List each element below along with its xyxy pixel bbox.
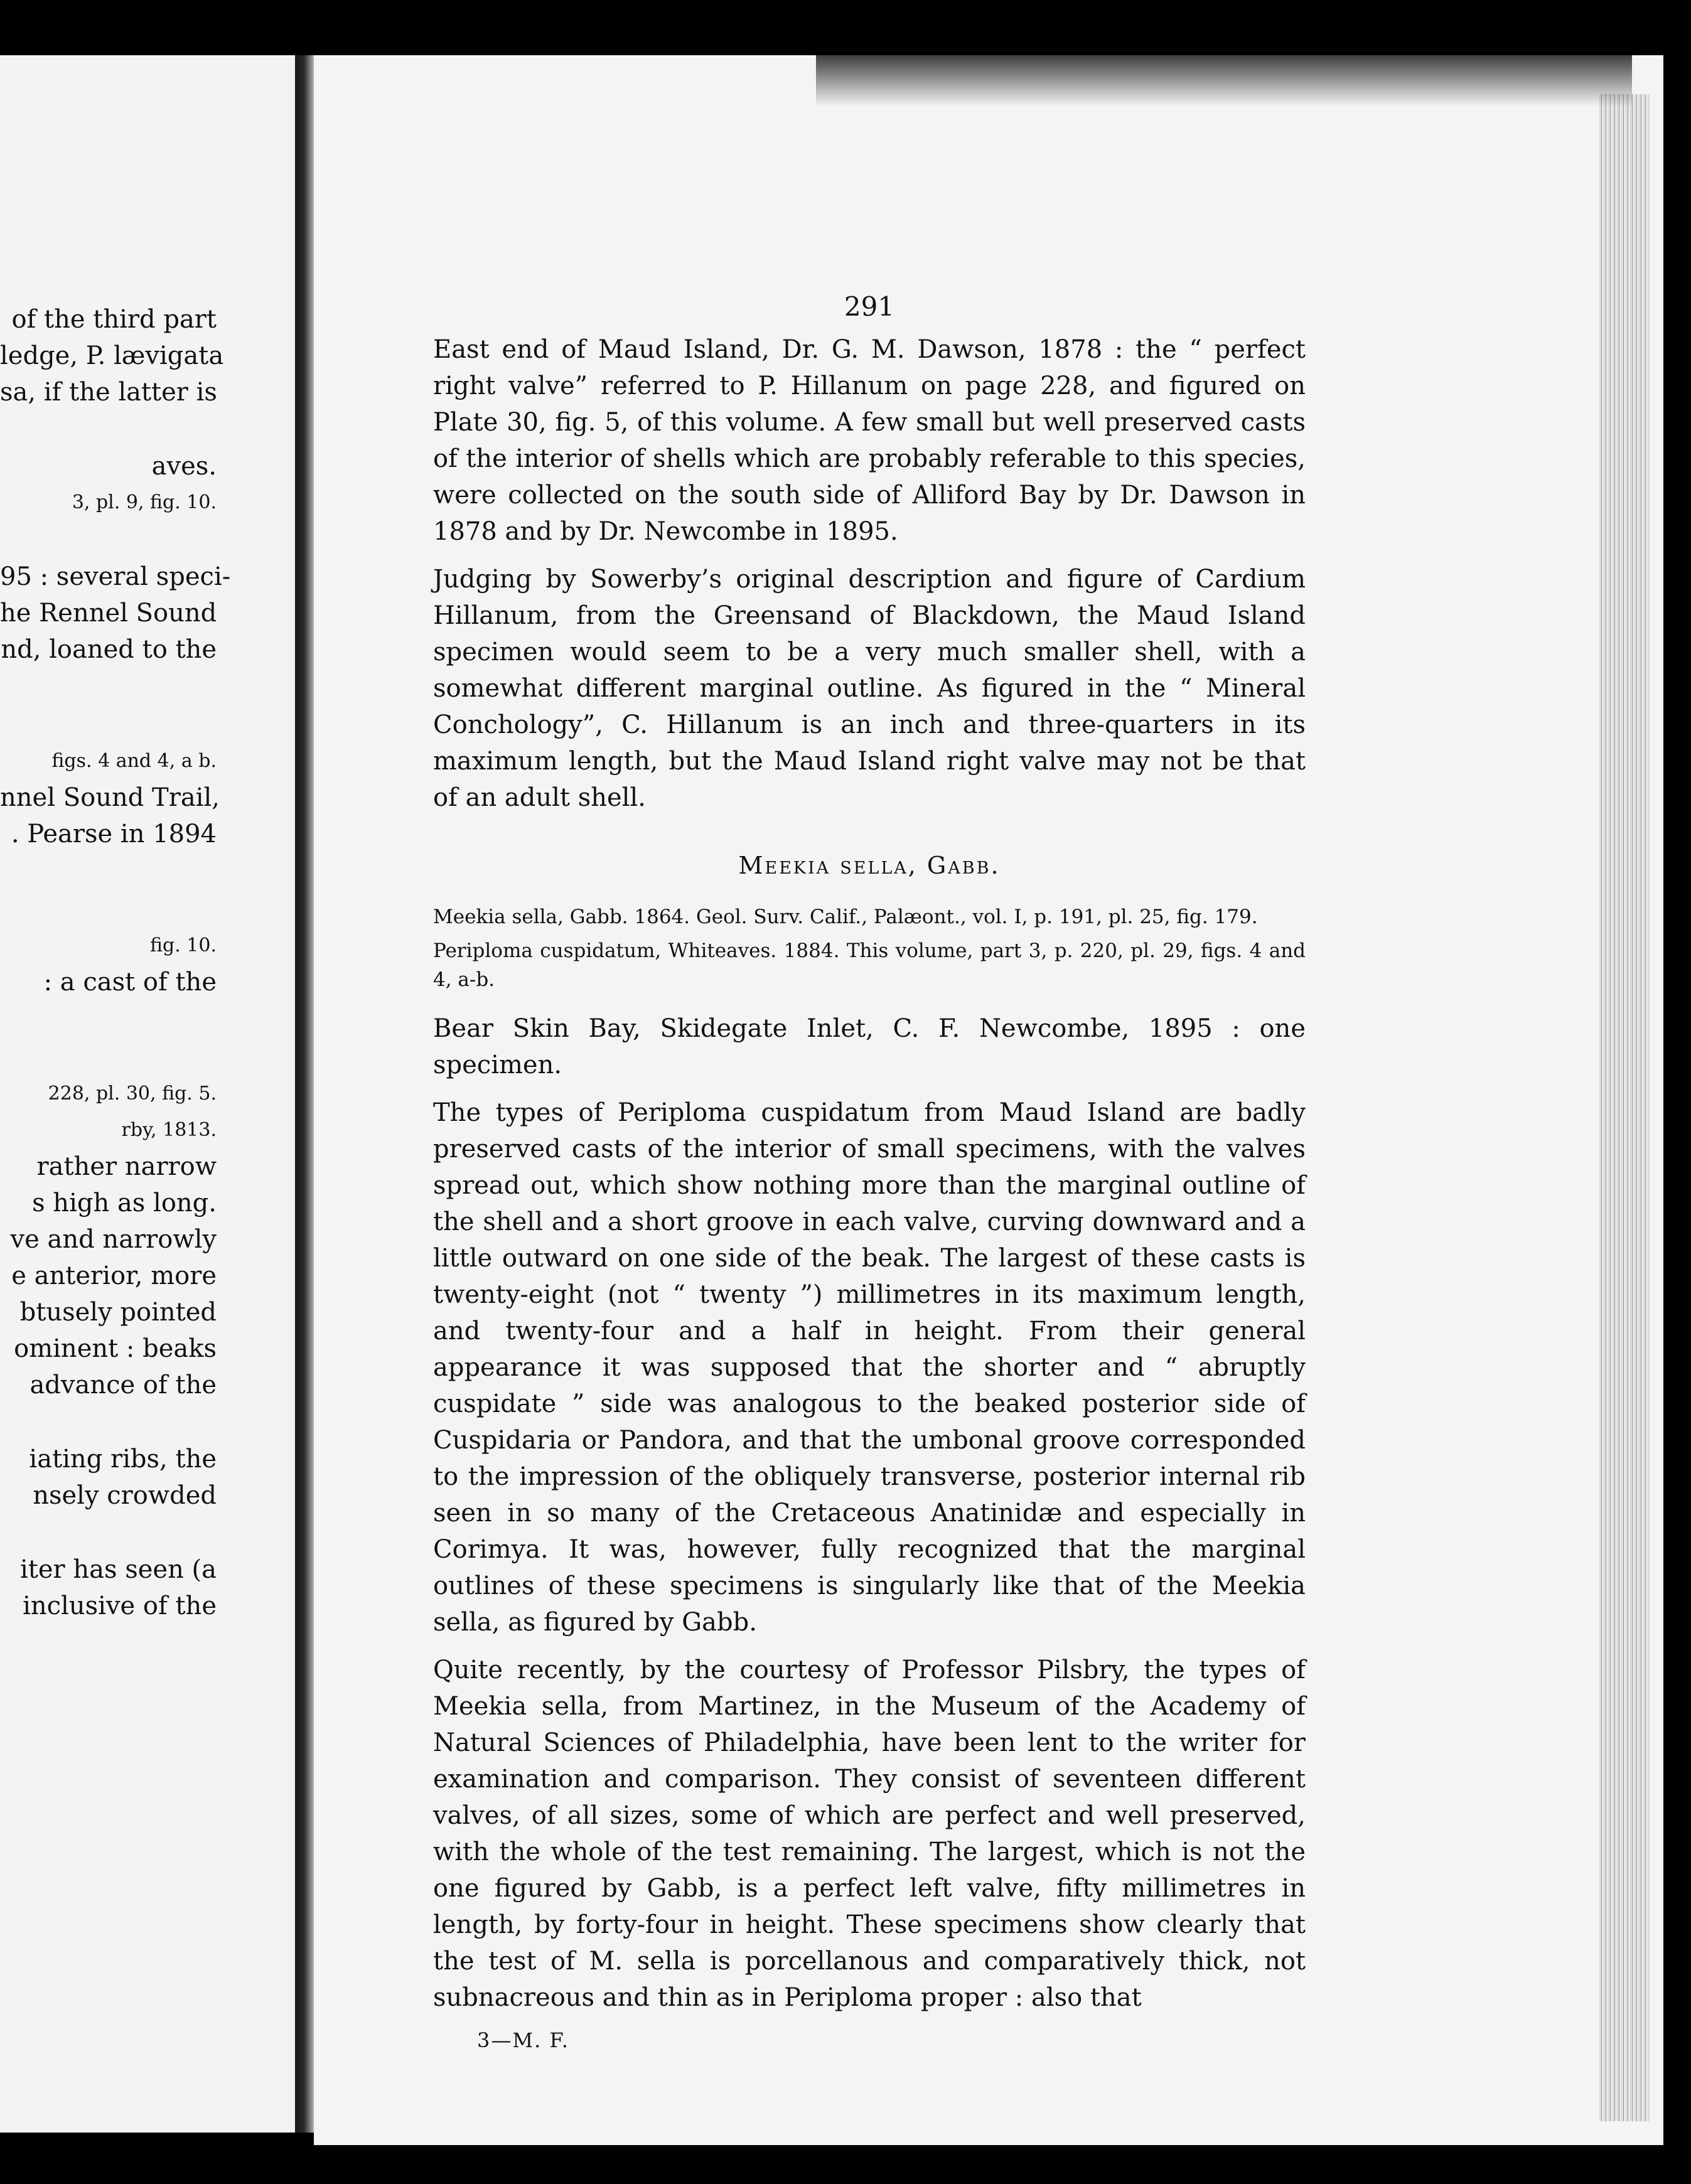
left-line: rather narrow — [36, 1152, 217, 1181]
left-line: ominent : beaks — [14, 1334, 217, 1363]
left-line: btusely pointed — [19, 1298, 217, 1327]
left-line: sa, if the latter is — [0, 378, 217, 407]
page-number: 291 — [844, 291, 895, 322]
left-line: iating ribs, the — [29, 1445, 217, 1474]
left-line: nsely crowded — [33, 1481, 217, 1510]
left-line: . Pearse in 1894 — [11, 820, 217, 848]
left-line: 95 : several speci- — [0, 562, 231, 591]
paragraph-locality: East end of Maud Island, Dr. G. M. Dawson, 1878 : the “ perfect right valve” referred to P. Hillanum on page 228, and figured on Plate 30, fig. 5, of this volume. A few small but well preserved casts of the interior of shells which are probably referable to this species, were collected on the south side of Alliford Bay by Dr. Dawson in 1878 and by Dr. Newcombe in 1895. — [433, 335, 1306, 546]
left-line: fig. 10. — [150, 934, 217, 956]
left-line: iter has seen (a — [19, 1555, 217, 1584]
left-line: 3, pl. 9, fig. 10. — [72, 491, 217, 513]
left-line: of the third part — [11, 305, 217, 334]
paragraph-specimen: Bear Skin Bay, Skidegate Inlet, C. F. Newcombe, 1895 : one specimen. — [433, 1014, 1306, 1079]
left-line: s high as long. — [32, 1189, 217, 1218]
left-line: nd, loaned to the — [1, 635, 217, 664]
species-heading: Meekia sella, Gabb. — [738, 852, 1001, 879]
top-shadow — [816, 38, 1632, 107]
left-line: nnel Sound Trail, — [0, 783, 220, 812]
left-page-text — [0, 301, 231, 1624]
left-line: : a cast of the — [43, 968, 217, 997]
left-line: figs. 4 and 4, a b. — [51, 750, 217, 772]
synonymy-line: Meekia sella, Gabb. 1864. Geol. Surv. Calif., Palæont., vol. I, p. 191, pl. 25, fig. 179. — [433, 906, 1258, 928]
left-line: 228, pl. 30, fig. 5. — [48, 1083, 217, 1105]
left-line: inclusive of the — [23, 1592, 217, 1620]
paragraph-comparison: Judging by Sowerby’s original description and figure of Cardium Hillanum, from the Greensand of Blackdown, the Maud Island specimen would seem to be a very much smaller shell, with a somewhat different marginal outline. As figured in the “ Mineral Conchology”, C. Hillanum is an inch and three-quarters in its maximum length, but the Maud Island right valve may not be that of an adult shell. — [433, 565, 1306, 812]
main-text-column — [433, 289, 1306, 2058]
left-line: ledge, P. lævigata — [0, 341, 224, 370]
page-edges — [1599, 94, 1650, 2121]
synonymy-line: Periploma cuspidatum, Whiteaves. 1884. This volume, part 3, p. 220, pl. 29, figs. 4 and 4, a-b. — [433, 939, 1306, 991]
left-line: advance of the — [30, 1371, 217, 1400]
left-line: rby, 1813. — [121, 1119, 217, 1141]
paragraph-types: The types of Periploma cuspidatum from Maud Island are badly preserved casts of the interior of small specimens, with the valves spread out, which show nothing more than the marginal outline of the shell and a short groove in each valve, curving downward and a little outward on one side of the beak. The largest of these casts is twenty-eight (not “ twenty ”) millimetres in its maximum length, and twenty-four and a half in height. From their general appearance it was supposed that the shorter and “ abruptly cuspidate ” side was analogous to the beaked posterior side of Cuspidaria or Pandora, and that the umbonal groove corresponded to the impression of the obliquely transverse, posterior internal rib seen in so many of the Cretaceous Anatinidæ and especially in Corimya. It was, however, fully recognized that the marginal outlines of these specimens is singularly like that of the Meekia sella, as figured by Gabb. — [433, 1098, 1306, 1637]
left-line: e anterior, more — [11, 1261, 217, 1290]
signature-mark: 3—M. F. — [477, 2028, 569, 2052]
left-line: ve and narrowly — [10, 1225, 217, 1254]
left-line: he Rennel Sound — [0, 599, 217, 628]
left-line: aves. — [151, 452, 217, 481]
paragraph-pilsbry: Quite recently, by the courtesy of Professor Pilsbry, the types of Meekia sella, from Martinez, in the Museum of the Academy of Natural Sciences of Philadelphia, have been lent to the writer for examination and comparison. They consist of seventeen different valves, of all sizes, some of which are perfect and well preserved, with the whole of the test remaining. The largest, which is not the one figured by Gabb, is a perfect left valve, fifty millimetres in length, by forty-four in height. These specimens show clearly that the test of M. sella is porcellanous and comparatively thick, not subnacreous and thin as in Periploma proper : also that — [433, 1656, 1306, 2012]
